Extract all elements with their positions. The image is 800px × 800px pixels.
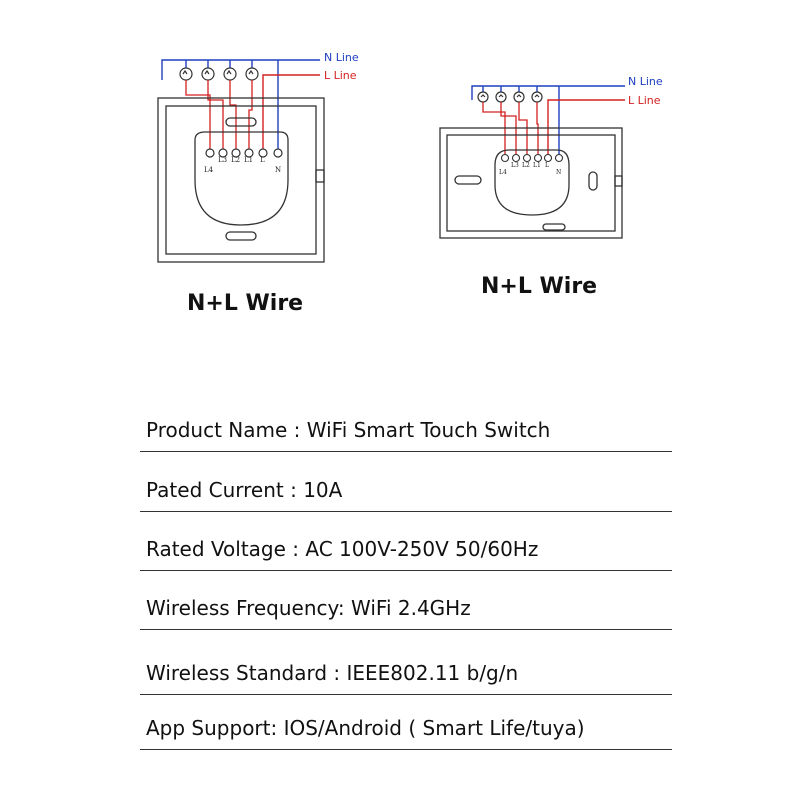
terminal-label: L [545,162,549,169]
terminal-label: L1 [244,156,254,164]
spec-rated-current: Pated Current : 10A [140,476,672,512]
terminal-label: L2 [231,156,241,164]
bulb-icons [478,92,542,102]
bulb-icons [180,68,258,80]
bulb-icon [478,92,488,102]
load-wires [186,80,252,150]
spec-wireless-standard: Wireless Standard : IEEE802.11 b/g/n [140,659,672,695]
switch-backplate [440,128,622,238]
load-wires [483,102,538,156]
terminal-label: N [556,169,562,176]
terminal-label: L3 [511,162,519,169]
l-line-label: L Line [628,94,661,107]
bulb-icon [224,68,236,80]
terminal-label: L1 [533,162,541,169]
terminal-label: N [275,166,282,174]
spec-product-name: Product Name : WiFi Smart Touch Switch [140,416,672,452]
switch-backplate [158,98,324,262]
wiring-diagram-rectangular [425,0,690,320]
n-line-label: N Line [628,75,663,88]
spec-wireless-frequency: Wireless Frequency: WiFi 2.4GHz [140,594,672,630]
bulb-icon [514,92,524,102]
spec-rated-voltage: Rated Voltage : AC 100V-250V 50/60Hz [140,535,672,571]
n-line-label: N Line [324,51,359,64]
wiring-diagram-square [130,0,390,330]
bulb-icon [246,68,258,80]
l-line-label: L Line [324,69,357,82]
wire-caption: N+L Wire [481,274,598,299]
bulb-icon [532,92,542,102]
bulb-icon [496,92,506,102]
terminal-label: L2 [522,162,530,169]
bulb-icon [202,68,214,80]
terminal-block [502,155,563,162]
spec-app-support: App Support: IOS/Android ( Smart Life/tuya) [140,714,672,750]
l-line-wire [263,75,320,150]
terminal-label: L4 [499,169,507,176]
terminal-label: L3 [218,156,228,164]
bulb-icon [180,68,192,80]
wire-caption: N+L Wire [187,291,304,316]
terminal-label: L [260,156,265,164]
terminal-label: L4 [204,166,214,174]
